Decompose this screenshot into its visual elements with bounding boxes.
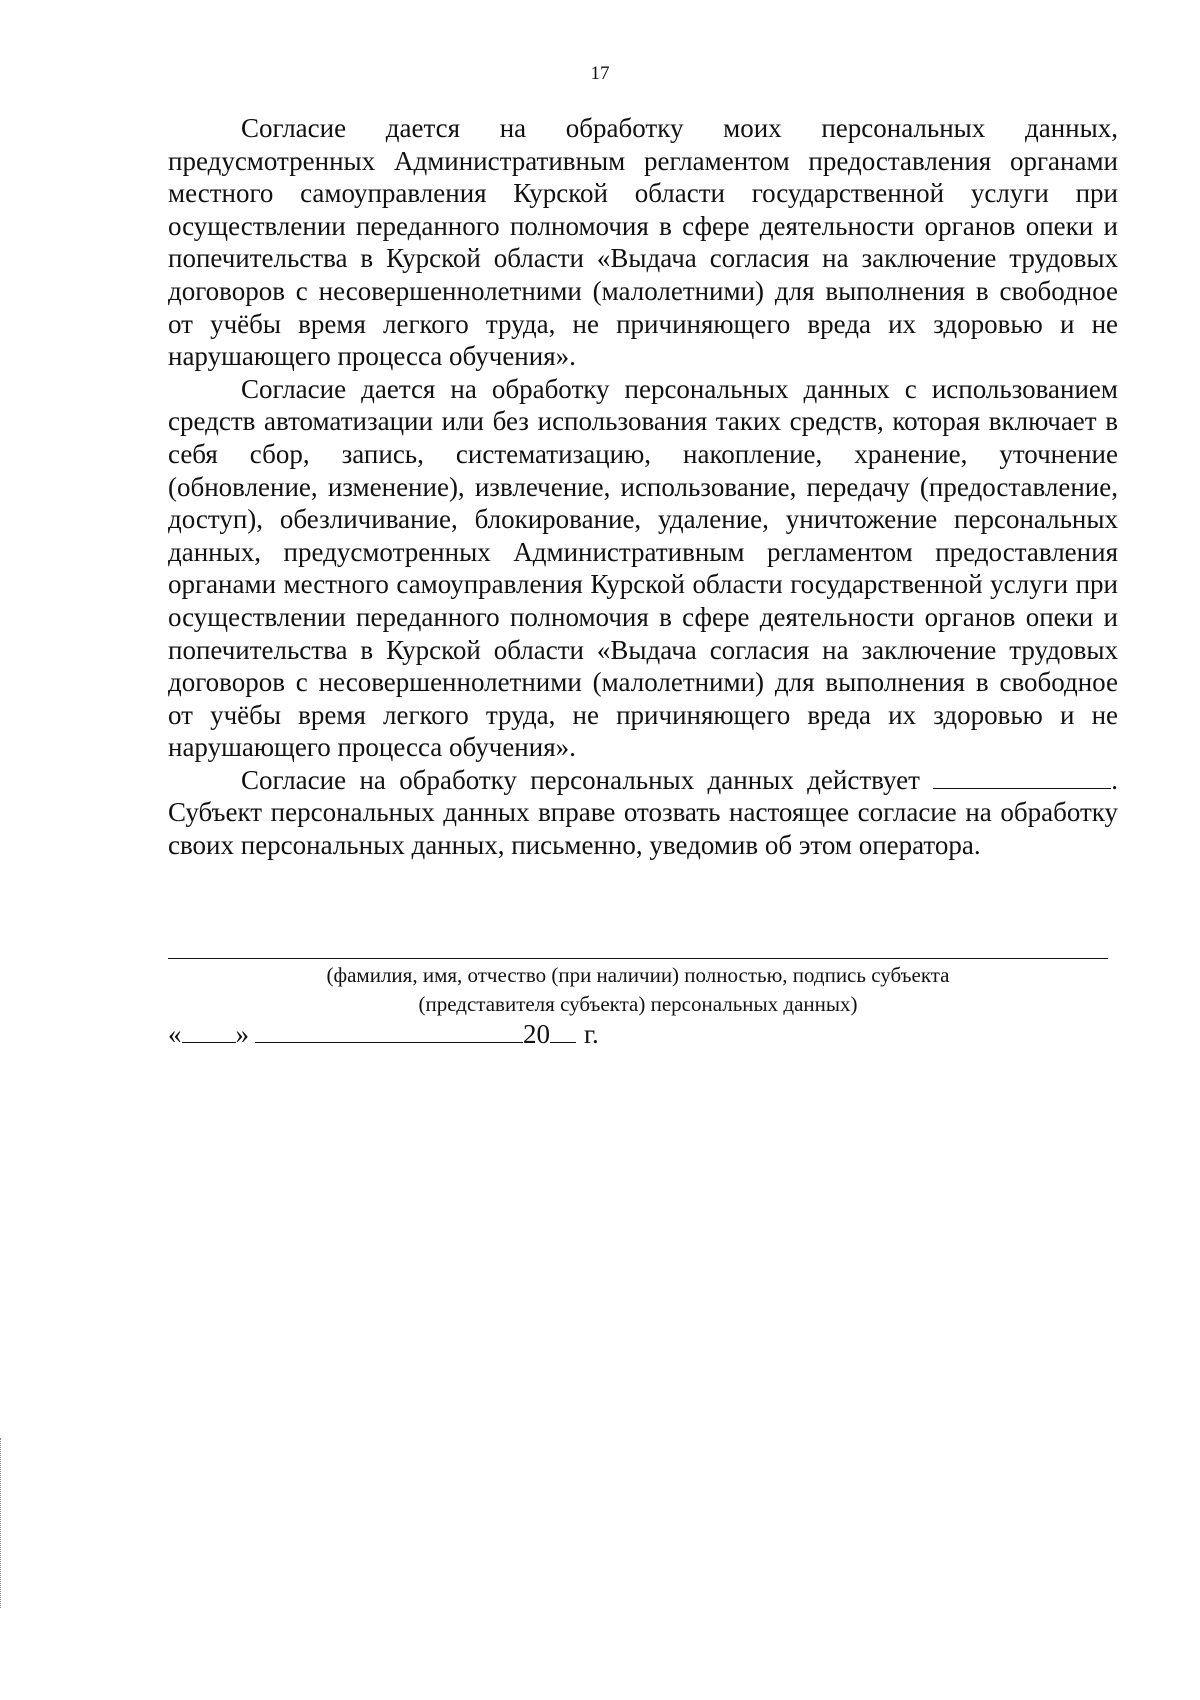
validity-text-end: . Субъект персональных данных вправе отозвать настоящее согласие на обработку своих персональных данных, письменно, уведомив об этом оператора.	[168, 764, 1118, 861]
signature-caption	[168, 961, 1108, 1019]
signature-caption-line-2: (представителя субъекта) персональных данных)	[418, 992, 858, 1016]
date-open-quote: «	[168, 1019, 182, 1049]
paragraph-consent-validity	[168, 764, 1118, 862]
validity-text-start: Согласие на обработку персональных данных действует	[241, 764, 920, 795]
date-line	[168, 1018, 599, 1050]
page-number: 17	[590, 63, 610, 84]
date-month-blank[interactable]	[255, 1018, 523, 1043]
paragraph-consent-processing: Согласие дается на обработку персональных данных с использованием средств автоматизации или без использования таких средств, которая включает в себя сбор, запись, систематизацию, накопление, хранение, уточнение (обновление, изменение), извлечение, использование, передачу (предоставление, доступ), обезличивание, блокирование, удаление, уничтожение персональных данных, предусмотренных Административным регламентом предоставления органами местного самоуправления Курской области государственной услуги при осуществлении переданного полномочия в сфере деятельности органов опеки и попечительства в Курской области «Выдача согласия на заключение трудовых договоров с несовершеннолетними (малолетними) для выполнения в свободное от учёбы время легкого труда, не причиняющего вреда их здоровью и не нарушающего процесса обучения».	[168, 373, 1118, 763]
signature-caption-line-1: (фамилия, имя, отчество (при наличии) полностью, подпись субъекта	[326, 963, 950, 987]
paragraph-consent-purpose: Согласие дается на обработку моих персональных данных, предусмотренных Административным регламентом предоставления органами местного самоуправления Курской области государственной услуги при осуществлении переданного полномочия в сфере деятельности органов опеки и попечительства в Курской области «Выдача согласия на заключение трудовых договоров с несовершеннолетними (малолетними) для выполнения в свободное от учёбы время легкого труда, не причиняющего вреда их здоровью и не нарушающего процесса обучения».	[168, 113, 1118, 372]
date-year-blank[interactable]	[550, 1018, 576, 1043]
validity-period-blank[interactable]	[933, 787, 1111, 789]
date-year-suffix: г.	[584, 1019, 599, 1049]
scan-artifact	[0, 1438, 4, 1608]
signature-line[interactable]	[168, 958, 1108, 959]
date-day-blank[interactable]	[182, 1018, 236, 1043]
consent-text	[168, 112, 1118, 862]
date-close-quote: »	[235, 1019, 249, 1049]
date-year-prefix: 20	[523, 1019, 550, 1049]
